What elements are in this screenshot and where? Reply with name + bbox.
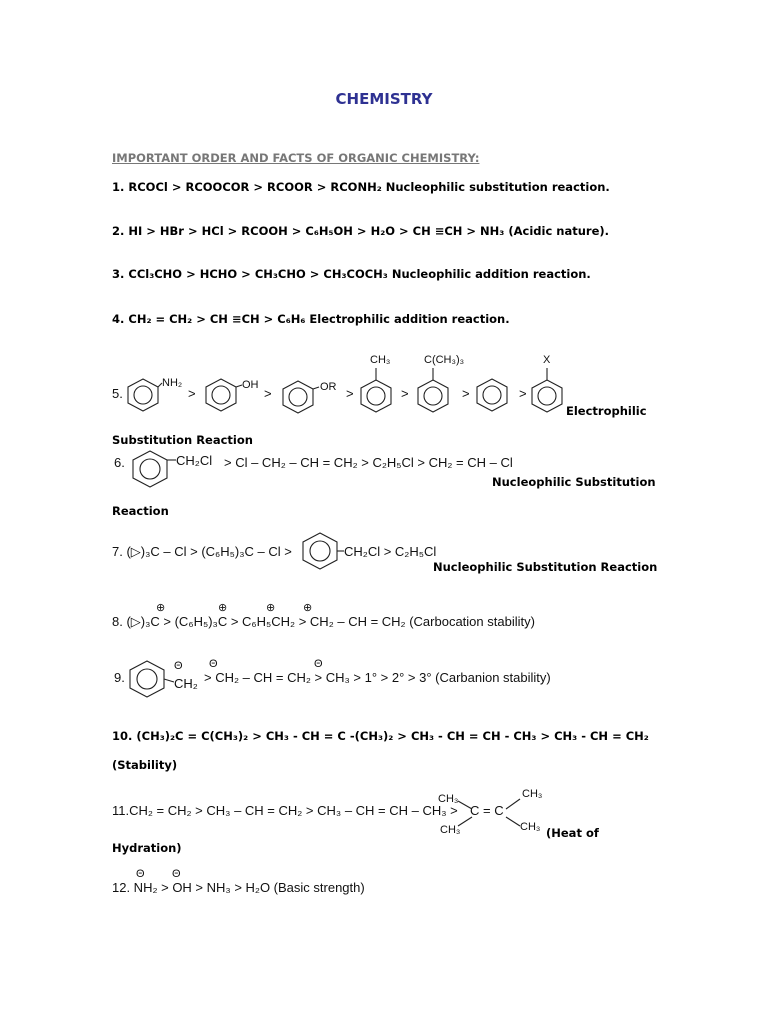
- item-11-double-bond: C = C: [470, 803, 504, 818]
- item-5-number: 5.: [112, 386, 123, 401]
- order-item-10: 10. (CH₃)₂C = C(CH₃)₂ > CH₃ - CH = C -(CH₃)₂ > CH₃ - CH = CH - CH₃ > CH₃ - CH = CH₂: [112, 729, 649, 743]
- item-11-tail: (Heat of: [546, 826, 599, 840]
- order-item-1: 1. RCOCl > RCOOCOR > RCOOR > RCONH₂ Nucleophilic substitution reaction.: [112, 180, 610, 194]
- gt-sign: >: [188, 386, 196, 401]
- gt-sign: >: [401, 386, 409, 401]
- item-5-nh2-label: NH₂: [162, 377, 183, 389]
- item-6-tail-next: Reaction: [112, 504, 169, 518]
- item-11-ch3-topleft: CH₃: [438, 793, 459, 805]
- benzene-ring-icon: [477, 379, 507, 411]
- item-12-text: 12. NH₂ > OH > NH₃ > H₂O (Basic strength): [112, 880, 365, 895]
- benzene-ring-icon: [133, 451, 176, 487]
- item-9-number: 9.: [114, 670, 125, 685]
- gt-sign: >: [519, 386, 527, 401]
- order-item-4: 4. CH₂ = CH₂ > CH ≡CH > C₆H₆ Electrophilic addition reaction.: [112, 312, 510, 326]
- benzene-ring-icon: [418, 368, 448, 412]
- benzene-ring-icon: [303, 533, 344, 569]
- item-8-text: 8. (▷)₃C > (C₆H₅)₃C > C₆H₅CH₂ > CH₂ – CH = CH₂ (Carbocation stability): [112, 614, 535, 629]
- benzene-ring-icon: [128, 379, 162, 411]
- order-item-2: 2. HI > HBr > HCl > RCOOH > C₆H₅OH > H₂O > CH ≡CH > NH₃ (Acidic nature).: [112, 224, 609, 238]
- gt-sign: >: [264, 386, 272, 401]
- negative-charge: Θ: [209, 658, 218, 670]
- negative-charge: Θ: [314, 658, 323, 670]
- item-7-left: 7. (▷)₃C – Cl > (C₆H₅)₃C – Cl >: [112, 544, 292, 559]
- positive-charge: ⊕: [303, 602, 313, 614]
- item-11-ch3-bottomleft: CH₃: [440, 824, 461, 836]
- item-6-rest: > Cl – CH₂ – CH = CH₂ > C₂H₅Cl > CH₂ = CH – Cl: [224, 455, 513, 470]
- item-5-or-label: OR: [320, 381, 337, 393]
- item-5-tail-next: Substitution Reaction: [112, 433, 253, 447]
- negative-charge: Θ: [172, 868, 181, 880]
- gt-sign: >: [346, 386, 354, 401]
- positive-charge: ⊕: [218, 602, 228, 614]
- negative-charge: Θ: [174, 660, 183, 672]
- item-9-substituent: CH₂: [174, 676, 198, 691]
- item-6-substituent: CH₂Cl: [176, 453, 213, 468]
- item-7-substituent: CH₂Cl > C₂H₅Cl: [344, 544, 437, 559]
- negative-charge: Θ: [136, 868, 145, 880]
- order-item-3: 3. CCl₃CHO > HCHO > CH₃CHO > CH₃COCH₃ Nucleophilic addition reaction.: [112, 267, 591, 281]
- item-11-ch3-topright: CH₃: [522, 788, 543, 800]
- item-5-tail: Electrophilic: [566, 404, 647, 418]
- positive-charge: ⊕: [156, 602, 166, 614]
- benzene-ring-icon: [206, 379, 242, 411]
- page-title: CHEMISTRY: [335, 90, 433, 108]
- item-5-x-label: X: [543, 354, 551, 366]
- benzene-ring-icon: [283, 381, 319, 413]
- benzene-ring-icon: [361, 368, 391, 412]
- benzene-ring-icon: [532, 368, 562, 412]
- item-9-rest: > CH₂ – CH = CH₂ > CH₃ > 1° > 2° > 3° (Carbanion stability): [204, 670, 551, 685]
- item-5-ch3-label: CH₃: [370, 354, 391, 366]
- item-11-text: 11.CH₂ = CH₂ > CH₃ – CH = CH₂ > CH₃ – CH = CH – CH₃ >: [112, 803, 458, 818]
- order-item-10-label: (Stability): [112, 758, 178, 772]
- item-7-tail: Nucleophilic Substitution Reaction: [433, 560, 658, 574]
- item-6-number: 6.: [114, 455, 125, 470]
- item-11-tail-next: Hydration): [112, 841, 182, 855]
- positive-charge: ⊕: [266, 602, 276, 614]
- gt-sign: >: [462, 386, 470, 401]
- section-heading: IMPORTANT ORDER AND FACTS OF ORGANIC CHEMISTRY:: [112, 151, 480, 165]
- item-5-oh-label: OH: [242, 379, 259, 391]
- item-11-ch3-bottomright: CH₃: [520, 821, 541, 833]
- item-6-tail: Nucleophilic Substitution: [492, 475, 656, 489]
- benzene-ring-icon: [130, 661, 174, 697]
- item-5-tbutyl-label: C(CH₃)₃: [424, 354, 465, 366]
